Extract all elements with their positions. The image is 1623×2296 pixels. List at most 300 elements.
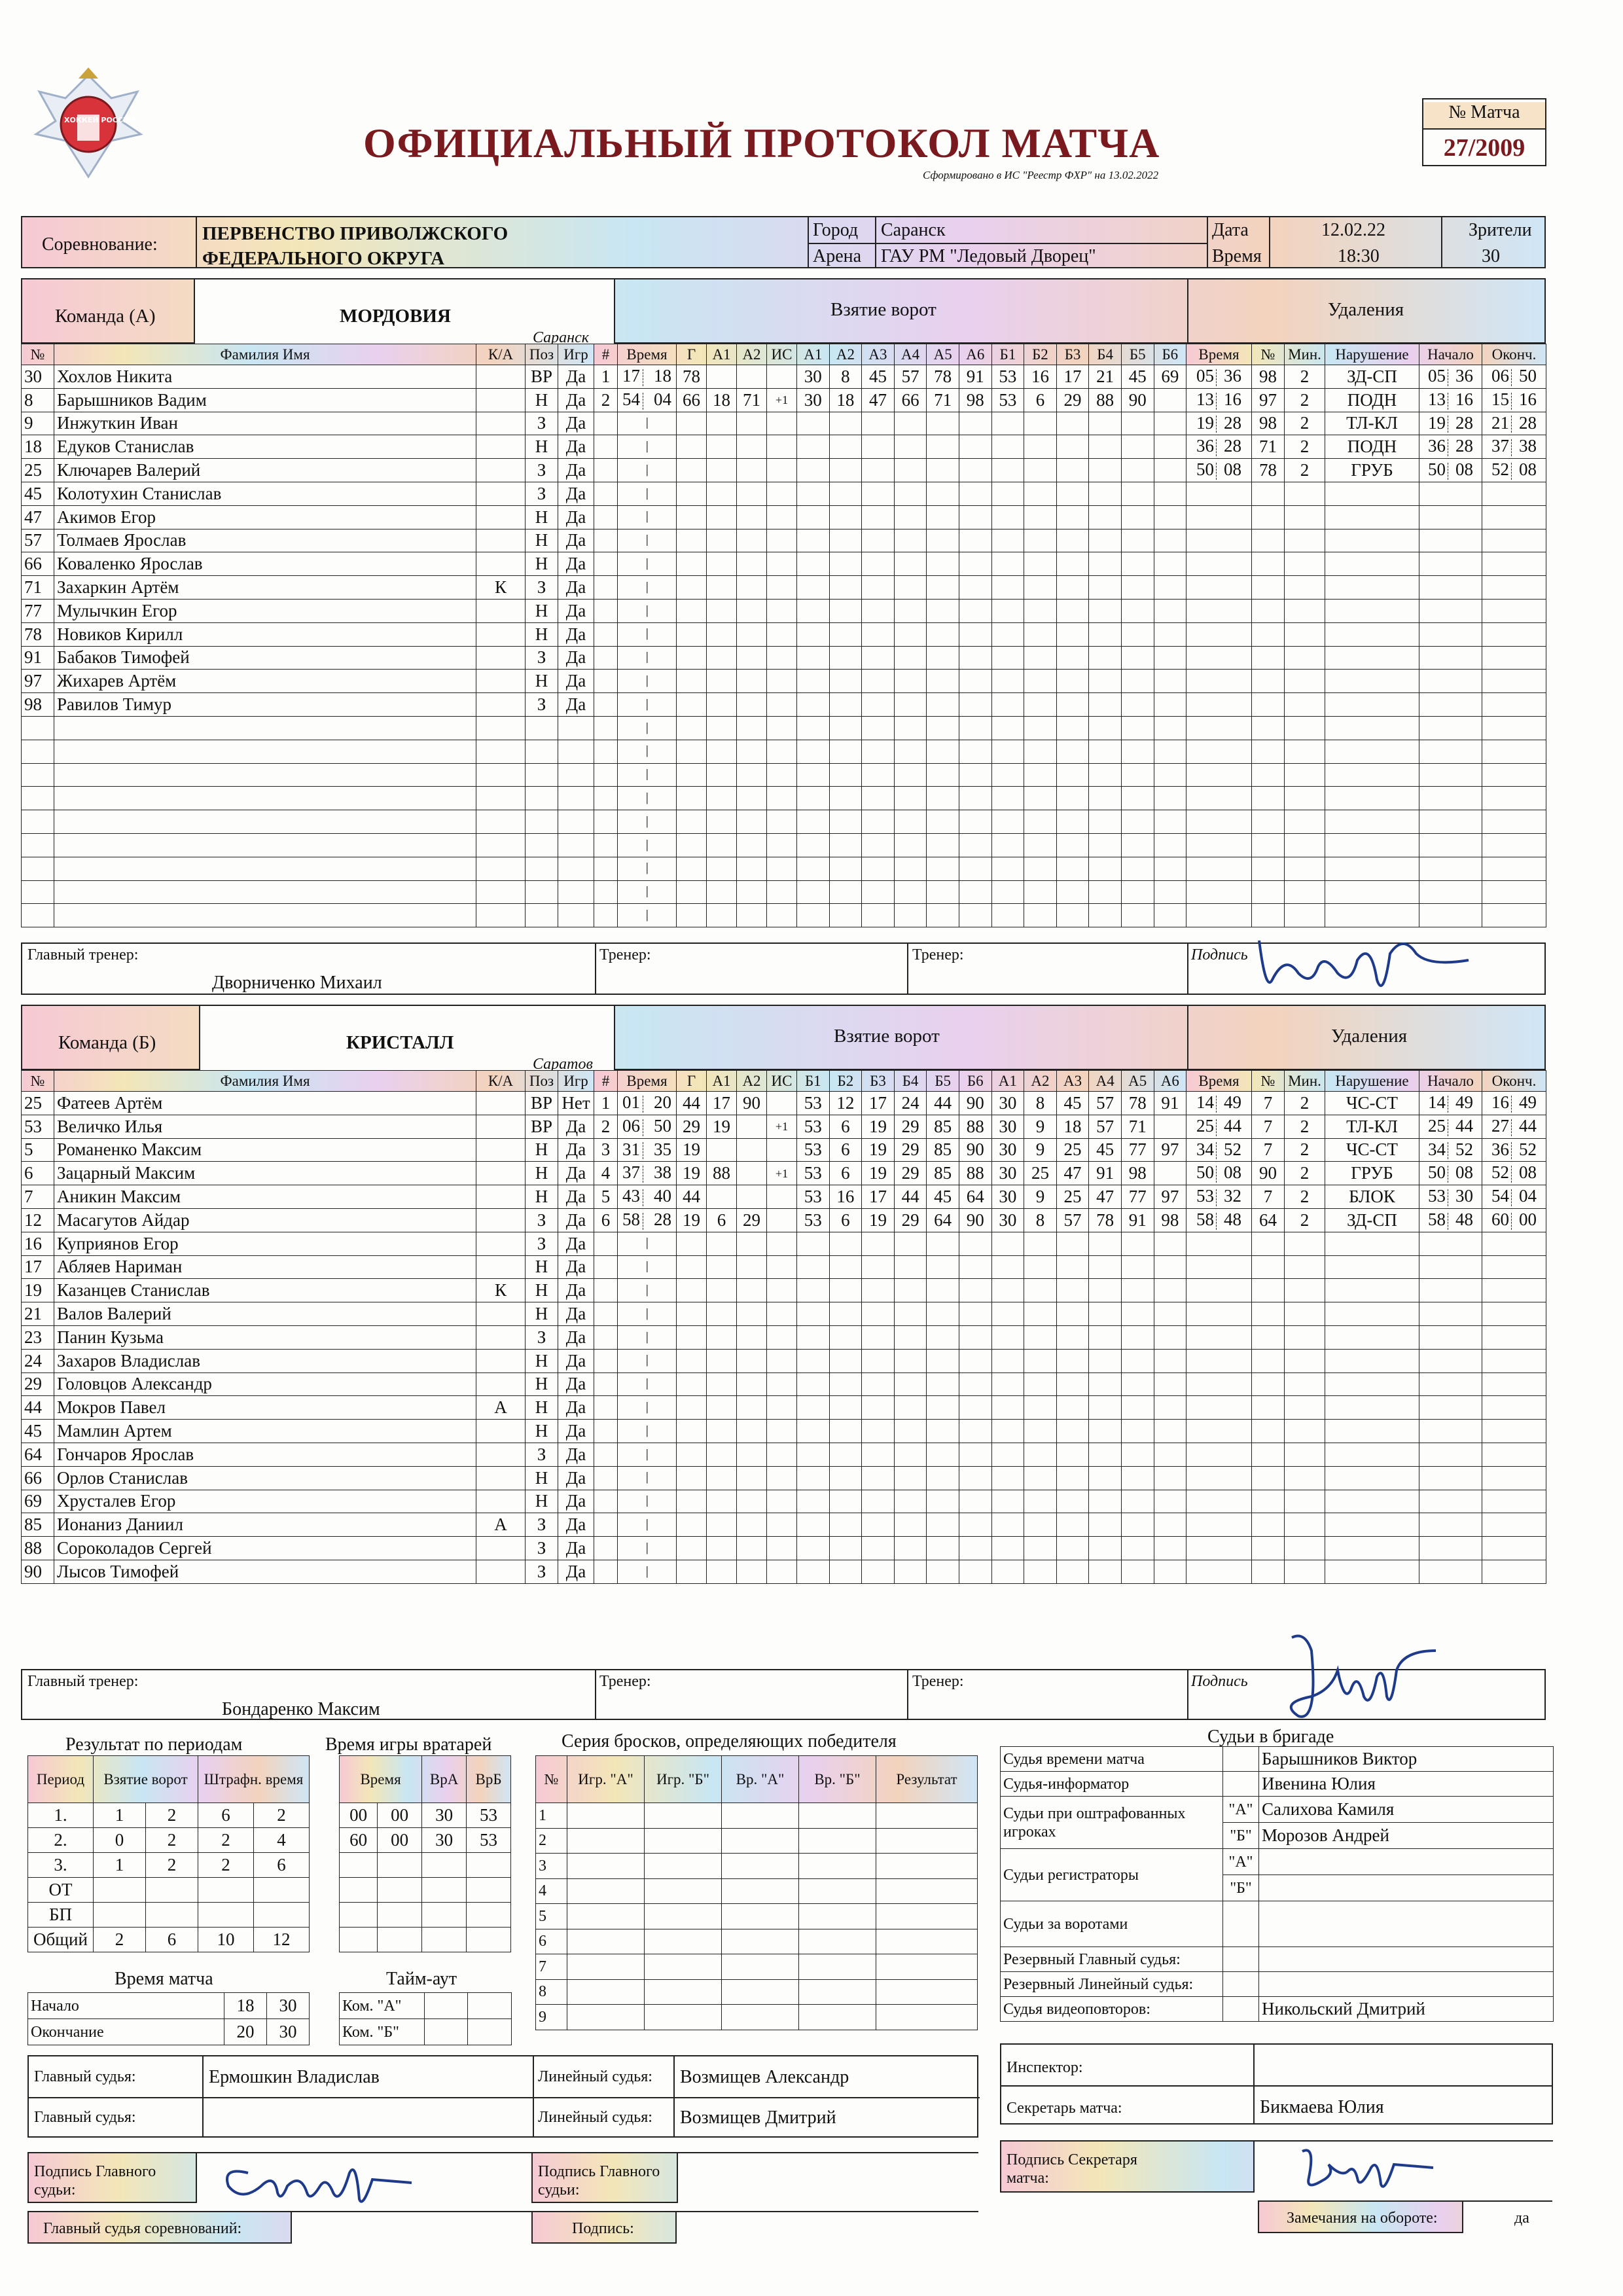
empty-cell (526, 810, 558, 834)
empty-cell (1252, 1513, 1285, 1537)
goal-col: А2 (737, 344, 767, 365)
empty-cell (594, 1490, 618, 1513)
goal-sec: 28 (654, 1209, 671, 1229)
penalty-col: Время (1186, 344, 1252, 365)
empty-cell (829, 576, 862, 600)
penalty-time-sec: 52 (1224, 1139, 1241, 1159)
empty-cell (797, 482, 830, 505)
player-row (22, 1162, 594, 1185)
empty-cell (618, 646, 677, 670)
penalty-player: 7 (1252, 1138, 1285, 1162)
goal-min: 01 (622, 1092, 640, 1112)
period-pim-a: 2 (198, 1853, 254, 1878)
empty-cell (959, 1372, 991, 1396)
empty-cell (707, 1560, 737, 1583)
penalty-row (1186, 365, 1546, 389)
player-role (476, 622, 526, 646)
empty-cell (991, 1420, 1024, 1443)
player-played: Да (558, 1372, 594, 1396)
empty-cell (1089, 576, 1122, 600)
periods-col-goals: Взятие ворот (94, 1756, 198, 1803)
goal-number: 1 (594, 365, 618, 389)
time-separator (1448, 1166, 1454, 1183)
penalty-start-min: 53 (1428, 1186, 1446, 1206)
shootout-number: 5 (536, 1904, 567, 1929)
empty-cell (737, 1513, 767, 1537)
empty-cell (894, 576, 927, 600)
empty-cell (927, 1232, 959, 1255)
time-separator (1216, 1119, 1222, 1136)
empty-cell (1482, 1279, 1546, 1302)
empty-cell (927, 459, 959, 482)
empty-cell (1089, 833, 1122, 857)
line-ref-2: Возмищев Дмитрий (680, 2108, 836, 2128)
empty-cell (526, 716, 558, 740)
empty-cell (567, 1929, 645, 1954)
empty-cell (722, 1904, 799, 1929)
player-played: Да (558, 552, 594, 576)
empty-cell (829, 1255, 862, 1279)
empty-cell (959, 1420, 991, 1443)
penalty-time-sec: 16 (1224, 389, 1241, 409)
empty-cell (1089, 1372, 1122, 1396)
time-separator (1448, 1213, 1454, 1230)
match-start-label: Начало (28, 1993, 224, 2019)
on-ice-player: 85 (927, 1138, 959, 1162)
player-position: Н (526, 529, 558, 552)
empty-cell (677, 1279, 707, 1302)
on-ice-col: Б2 (829, 1071, 862, 1092)
penalty-violation: ЧС-СТ (1325, 1092, 1419, 1115)
empty-cell (1482, 1372, 1546, 1396)
empty-cell (927, 833, 959, 857)
empty-cell (991, 1232, 1024, 1255)
empty-cell (1419, 1537, 1482, 1560)
player-role: А (476, 1396, 526, 1420)
player-role (476, 552, 526, 576)
empty-cell (54, 833, 476, 857)
empty-cell (1089, 552, 1122, 576)
period-goals-a: 0 (94, 1828, 146, 1853)
empty-cell (862, 1420, 895, 1443)
player-played: Да (558, 459, 594, 482)
empty-cell (1186, 833, 1252, 857)
empty-cell (1056, 857, 1089, 880)
empty-cell (1252, 740, 1285, 763)
penalty-row (1186, 529, 1546, 552)
empty-cell (558, 904, 594, 927)
empty-cell (829, 1466, 862, 1490)
empty-cell (677, 1513, 707, 1537)
empty-cell (1121, 670, 1154, 693)
empty-cell (927, 1513, 959, 1537)
empty-cell (927, 716, 959, 740)
goal-row (594, 1092, 1186, 1115)
empty-cell (1024, 529, 1057, 552)
player-role (476, 1466, 526, 1490)
team-b-label: Команда (Б) (58, 1032, 156, 1053)
empty-cell (618, 1349, 677, 1372)
player-played: Да (558, 670, 594, 693)
empty-cell (737, 482, 767, 505)
empty-cell (894, 435, 927, 459)
penalty-end (1482, 1208, 1546, 1232)
empty-cell (829, 482, 862, 505)
empty-cell (1285, 505, 1325, 529)
on-ice-player: 69 (1154, 365, 1186, 389)
empty-cell (1186, 1560, 1252, 1583)
on-ice-col: А3 (1056, 1071, 1089, 1092)
goal-time (618, 365, 677, 389)
empty-cell (927, 1255, 959, 1279)
penalty-time-min: 13 (1196, 389, 1214, 409)
period-name: 1. (28, 1803, 94, 1828)
on-ice-player: 90 (1121, 388, 1154, 412)
empty-cell (862, 1443, 895, 1466)
on-ice-player: 90 (959, 1092, 991, 1115)
goal-row (594, 670, 1186, 693)
empty-cell (707, 412, 737, 435)
goal-situation (767, 1092, 797, 1115)
period-pim-a (198, 1903, 254, 1928)
empty-cell (797, 599, 830, 622)
team-b-penalties-label: Удаления (1331, 1026, 1408, 1047)
on-ice-player: 47 (862, 388, 895, 412)
player-position: ВР (526, 1092, 558, 1115)
empty-cell (1089, 1420, 1122, 1443)
empty-cell (829, 693, 862, 717)
time-separator (1448, 1096, 1454, 1113)
empty-cell (829, 857, 862, 880)
arena-value: ГАУ РМ "Ледовый Дворец" (881, 246, 1096, 266)
empty-cell (707, 787, 737, 810)
empty-cell (1024, 1325, 1057, 1349)
empty-cell (829, 505, 862, 529)
goal-scorer: 44 (677, 1092, 707, 1115)
player-played: Да (558, 435, 594, 459)
team-a-signature-label: Подпись (1191, 946, 1248, 963)
goal-sec: 04 (654, 389, 671, 409)
official-name: Морозов Андрей (1259, 1823, 1554, 1849)
player-number: 90 (22, 1560, 54, 1583)
empty-cell (677, 1232, 707, 1255)
empty-cell (707, 459, 737, 482)
on-ice-player (1154, 1115, 1186, 1138)
player-row (22, 1443, 594, 1466)
empty-cell (927, 1302, 959, 1326)
empty-cell (707, 740, 737, 763)
empty-cell (862, 904, 895, 927)
match-number-label: № Матча (1423, 102, 1545, 130)
empty-cell (1285, 1372, 1325, 1396)
on-ice-col: Б5 (1121, 344, 1154, 365)
empty-cell (927, 904, 959, 927)
empty-cell (618, 1490, 677, 1513)
empty-cell (618, 1325, 677, 1349)
goal-number: 6 (594, 1208, 618, 1232)
shootout-number: 4 (536, 1878, 567, 1904)
empty-cell (594, 880, 618, 904)
penalty-row (1186, 787, 1546, 810)
empty-cell (1419, 529, 1482, 552)
empty-cell (1154, 787, 1186, 810)
empty-cell (1024, 740, 1057, 763)
player-position: Н (526, 670, 558, 693)
empty-cell (677, 1537, 707, 1560)
empty-cell (594, 1372, 618, 1396)
empty-cell (829, 622, 862, 646)
empty-cell (54, 763, 476, 787)
empty-cell (797, 833, 830, 857)
goalie-row (340, 1903, 511, 1928)
empty-cell (1186, 857, 1252, 880)
empty-cell (1482, 552, 1546, 576)
empty-cell (959, 763, 991, 787)
empty-cell (1325, 1396, 1419, 1420)
on-ice-player: 29 (894, 1115, 927, 1138)
empty-cell (1121, 1349, 1154, 1372)
time-separator (1216, 416, 1222, 433)
goal-row (594, 1490, 1186, 1513)
penalty-start-min: 13 (1428, 389, 1446, 409)
empty-cell (1325, 529, 1419, 552)
empty-cell (767, 482, 797, 505)
empty-cell (767, 1490, 797, 1513)
time-separator (1511, 439, 1517, 456)
penalty-start-min: 34 (1428, 1139, 1446, 1159)
col-played: Игр (558, 344, 594, 365)
on-ice-player: 17 (862, 1185, 895, 1209)
empty-cell (737, 880, 767, 904)
empty-cell (340, 1853, 378, 1878)
empty-cell (677, 810, 707, 834)
time-separator (643, 1189, 651, 1206)
empty-cell (707, 599, 737, 622)
empty-cell (1024, 552, 1057, 576)
empty-cell (959, 1349, 991, 1372)
penalty-col: Мин. (1285, 1071, 1325, 1092)
player-number: 24 (22, 1349, 54, 1372)
on-ice-player: 9 (1024, 1115, 1057, 1138)
empty-cell (1121, 552, 1154, 576)
empty-cell (1285, 857, 1325, 880)
empty-cell (862, 1466, 895, 1490)
sig-main-1-box (27, 2152, 531, 2203)
goal-assist-2 (737, 1115, 767, 1138)
empty-cell (1186, 1255, 1252, 1279)
empty-cell (707, 1420, 737, 1443)
empty-cell (829, 1490, 862, 1513)
goal-scorer: 19 (677, 1208, 707, 1232)
empty-cell (594, 1560, 618, 1583)
empty-cell (1186, 1279, 1252, 1302)
penalty-start (1419, 412, 1482, 435)
empty-cell (894, 670, 927, 693)
on-ice-player: 64 (959, 1185, 991, 1209)
penalty-violation: ПОДН (1325, 388, 1419, 412)
empty-cell (1285, 1302, 1325, 1326)
empty-cell (797, 505, 830, 529)
player-position: Н (526, 1162, 558, 1185)
empty-cell (1325, 1466, 1419, 1490)
player-name: Масагутов Айдар (54, 1208, 476, 1232)
empty-cell (1121, 459, 1154, 482)
goal-assist-2 (737, 1185, 767, 1209)
time-separator (643, 1166, 651, 1183)
empty-cell (862, 505, 895, 529)
empty-cell (894, 622, 927, 646)
team-a-penalties (1186, 344, 1546, 927)
on-ice-player: 53 (797, 1115, 830, 1138)
empty-cell (959, 1490, 991, 1513)
empty-cell (1121, 1325, 1154, 1349)
empty-cell (862, 482, 895, 505)
empty-cell (594, 1255, 618, 1279)
empty-cell (1186, 1537, 1252, 1560)
empty-cell (829, 552, 862, 576)
empty-cell (467, 1928, 511, 1952)
penalty-start-sec: 44 (1455, 1115, 1473, 1136)
shootout-row (536, 2005, 978, 2030)
player-number: 47 (22, 505, 54, 529)
on-ice-player: 17 (1056, 365, 1089, 389)
penalty-time (1186, 412, 1252, 435)
period-name: 3. (28, 1853, 94, 1878)
empty-cell (876, 1878, 978, 1904)
time-separator (1448, 416, 1454, 433)
player-row (22, 1466, 594, 1490)
team-a-goals (594, 344, 1186, 927)
period-pim-a (198, 1878, 254, 1903)
team-a-coach-signature (1220, 914, 1495, 999)
empty-cell (959, 1443, 991, 1466)
sig-secretary-label: Подпись Секретаря матча: (1007, 2151, 1137, 2187)
empty-cell (737, 1466, 767, 1490)
empty-cell (829, 740, 862, 763)
penalty-row (1186, 1208, 1546, 1232)
period-name: Общий (28, 1928, 94, 1952)
player-number: 77 (22, 599, 54, 622)
empty-cell (1285, 1232, 1325, 1255)
team-a-coach2-label: Тренер: (912, 946, 964, 963)
secretary-label: Секретарь матча: (1007, 2100, 1122, 2117)
empty-cell (1121, 622, 1154, 646)
empty-cell (829, 787, 862, 810)
empty-cell (1285, 1513, 1325, 1537)
empty-cell (767, 1372, 797, 1396)
empty-cell (1285, 1279, 1325, 1302)
player-played: Да (558, 1420, 594, 1443)
empty-cell (1154, 857, 1186, 880)
penalty-row (1186, 1255, 1546, 1279)
on-ice-col: А6 (959, 344, 991, 365)
empty-cell (558, 810, 594, 834)
empty-cell (894, 763, 927, 787)
on-ice-player: 18 (1056, 1115, 1089, 1138)
player-number: 6 (22, 1162, 54, 1185)
empty-cell (1024, 693, 1057, 717)
empty-cell (645, 1803, 722, 1829)
empty-cell (1089, 763, 1122, 787)
empty-cell (54, 857, 476, 880)
empty-cell (894, 646, 927, 670)
penalty-start-sec: 08 (1455, 459, 1473, 480)
empty-cell (1056, 1513, 1089, 1537)
empty-cell (991, 1255, 1024, 1279)
penalty-row (1186, 435, 1546, 459)
goal-number: 4 (594, 1162, 618, 1185)
time-separator (1511, 1119, 1517, 1136)
penalty-row (1186, 740, 1546, 763)
empty-cell (1154, 1560, 1186, 1583)
empty-cell (594, 1443, 618, 1466)
empty-cell (737, 552, 767, 576)
empty-cell (1285, 482, 1325, 505)
goal-sec: 50 (654, 1115, 671, 1136)
empty-cell (1056, 1443, 1089, 1466)
empty-cell (767, 622, 797, 646)
empty-cell (618, 787, 677, 810)
goal-assist-1 (707, 365, 737, 389)
player-name: Едуков Станислав (54, 435, 476, 459)
player-number: 12 (22, 1208, 54, 1232)
goal-col: А1 (707, 1071, 737, 1092)
empty-cell (737, 833, 767, 857)
penalty-end (1482, 1092, 1546, 1115)
penalty-row (1186, 1138, 1546, 1162)
empty-cell (862, 1490, 895, 1513)
goal-number: 2 (594, 388, 618, 412)
penalty-time (1186, 388, 1252, 412)
empty-cell (894, 693, 927, 717)
official-tag: "А" (1223, 1849, 1259, 1875)
empty-cell (1121, 1372, 1154, 1396)
goal-time (618, 1092, 677, 1115)
empty-cell (1024, 1349, 1057, 1372)
empty-cell (707, 857, 737, 880)
empty-cell (707, 1396, 737, 1420)
empty-cell (594, 904, 618, 927)
empty-cell (799, 1954, 876, 1980)
goal-row (594, 576, 1186, 600)
player-role (476, 529, 526, 552)
empty-cell (1186, 529, 1252, 552)
empty-cell (1089, 529, 1122, 552)
empty-cell (1285, 552, 1325, 576)
col-ka: К/А (476, 344, 526, 365)
empty-cell (1154, 880, 1186, 904)
penalty-row (1186, 1490, 1546, 1513)
goal-col: Г (677, 344, 707, 365)
empty-cell (862, 412, 895, 435)
penalty-row (1186, 1325, 1546, 1349)
penalty-violation: БЛОК (1325, 1185, 1419, 1209)
goal-row (594, 1537, 1186, 1560)
empty-cell (797, 716, 830, 740)
empty-cell (737, 1302, 767, 1326)
empty-cell (1056, 576, 1089, 600)
empty-cell (677, 1325, 707, 1349)
penalty-time-min: 50 (1196, 459, 1214, 480)
empty-cell (1186, 1490, 1252, 1513)
goal-row (594, 1513, 1186, 1537)
page-subtitle: Сформировано в ИС "Реестр ФХР" на 13.02.2022 (923, 169, 1159, 181)
empty-cell (567, 1854, 645, 1879)
period-goals-b: 6 (146, 1928, 198, 1952)
official-tag (1223, 1997, 1259, 2022)
on-ice-player: 64 (927, 1208, 959, 1232)
on-ice-player: 47 (1089, 1185, 1122, 1209)
